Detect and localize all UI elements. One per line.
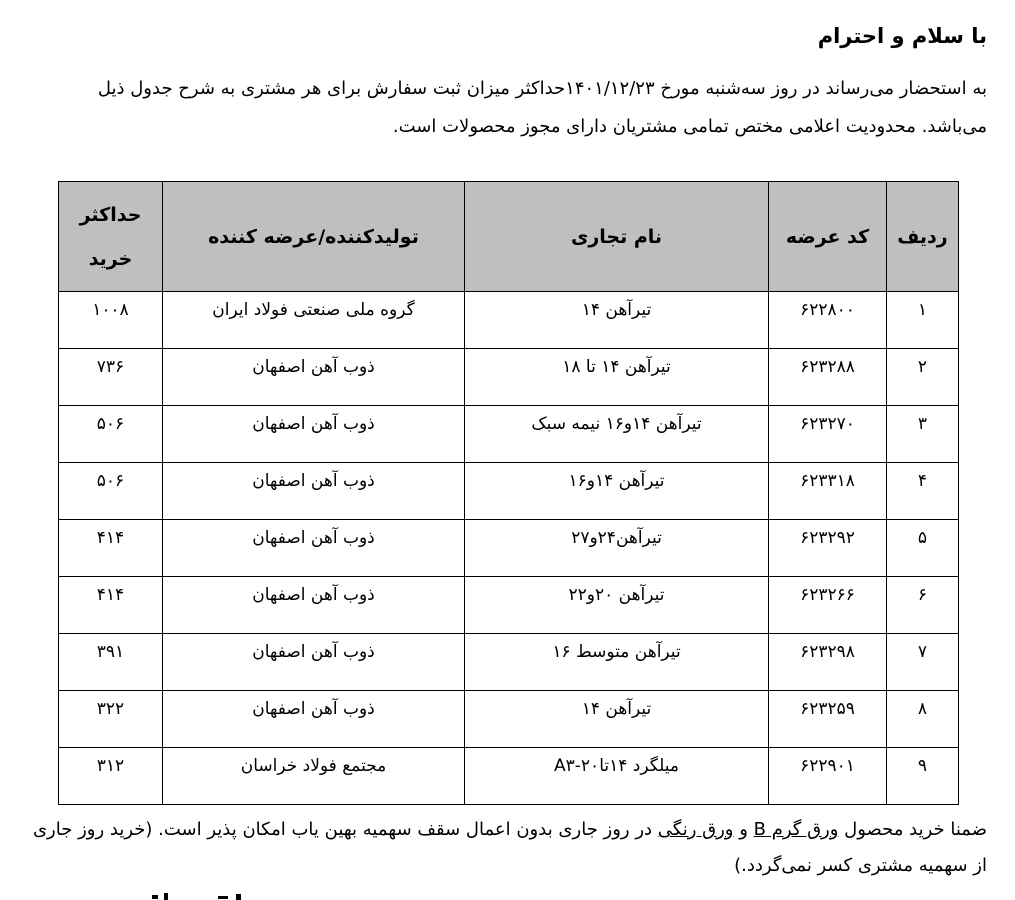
table-row — [59, 577, 959, 634]
cell-producer: گروه ملی صنعتی فولاد ایران — [163, 292, 465, 349]
cell-trade-name: تیرآهن متوسط ۱۶ — [465, 634, 769, 691]
footer-text-2: در روز جاری بدون اعمال سقف سهمیه بهین یاب امکان پذیر است. (خرید روز جاری از سهمیه مشتری کسر نمی‌گردد.) — [32, 819, 987, 876]
cell-max-purchase: ۴۱۴ — [59, 520, 163, 577]
cell-trade-name: میلگرد ۱۴تا۲۰-A۳ — [465, 748, 769, 805]
cell-row-number: ۶ — [887, 577, 959, 634]
table-row — [59, 520, 959, 577]
cell-max-purchase: ۵۰۶ — [59, 463, 163, 520]
cell-max-purchase: ۳۲۲ — [59, 691, 163, 748]
cell-row-number: ۴ — [887, 463, 959, 520]
cell-producer: ذوب آهن اصفهان — [163, 463, 465, 520]
cropped-text-fragment — [148, 887, 258, 900]
cell-trade-name: تیرآهن ۱۴ — [465, 691, 769, 748]
cell-offer-code: ۶۲۲۹۰۱ — [769, 748, 887, 805]
cell-row-number: ۸ — [887, 691, 959, 748]
cell-row-number: ۷ — [887, 634, 959, 691]
header-row-number: ردیف — [887, 182, 959, 292]
cell-producer: ذوب آهن اصفهان — [163, 577, 465, 634]
table-body — [59, 292, 959, 805]
footer-connector: و — [733, 819, 754, 840]
cell-producer: مجتمع فولاد خراسان — [163, 748, 465, 805]
cell-max-purchase: ۱۰۰۸ — [59, 292, 163, 349]
cell-offer-code: ۶۲۳۲۵۹ — [769, 691, 887, 748]
table-header-row — [59, 182, 959, 292]
header-trade-name: نام تجاری — [465, 182, 769, 292]
cell-trade-name: تیرآهن ۱۴و۱۶ نیمه سبک — [465, 406, 769, 463]
footer-product-hot-sheet: ورق گرم B — [753, 819, 839, 840]
cell-offer-code: ۶۲۳۲۸۸ — [769, 349, 887, 406]
cell-row-number: ۲ — [887, 349, 959, 406]
intro-paragraph: به استحضار می‌رساند در روز سه‌شنبه مورخ ۱۴۰۱/۱۲/۲۳حداکثر میزان ثبت سفارش برای هر مشتری به شرح جدول ذیل می‌باشد. محدودیت اعلامی مختص تمامی مشتریان دارای مجوز محصولات است. — [97, 78, 987, 137]
cropped-next-line — [148, 886, 258, 900]
cell-offer-code: ۶۲۳۳۱۸ — [769, 463, 887, 520]
cell-row-number: ۳ — [887, 406, 959, 463]
cell-max-purchase: ۳۱۲ — [59, 748, 163, 805]
cell-offer-code: ۶۲۳۲۹۲ — [769, 520, 887, 577]
cell-offer-code: ۶۲۳۲۷۰ — [769, 406, 887, 463]
cell-trade-name: تیرآهن ۱۴و۱۶ — [465, 463, 769, 520]
cell-producer: ذوب آهن اصفهان — [163, 406, 465, 463]
table-row — [59, 406, 959, 463]
cell-max-purchase: ۴۱۴ — [59, 577, 163, 634]
order-limit-table — [58, 181, 959, 805]
cell-max-purchase: ۷۳۶ — [59, 349, 163, 406]
cell-max-purchase: ۳۹۱ — [59, 634, 163, 691]
table-row — [59, 463, 959, 520]
table-row — [59, 748, 959, 805]
footer-product-color-sheet: ورق رنگی — [657, 819, 734, 840]
footer-note — [27, 812, 987, 884]
greeting-heading: با سلام و احترام — [817, 24, 987, 48]
cell-trade-name: تیرآهن۲۴و۲۷ — [465, 520, 769, 577]
table-row — [59, 292, 959, 349]
table-row — [59, 349, 959, 406]
header-offer-code: کد عرضه — [769, 182, 887, 292]
footer-text-1: ضمنا خرید محصول — [838, 819, 987, 840]
cell-offer-code: ۶۲۳۲۶۶ — [769, 577, 887, 634]
cell-offer-code: ۶۲۳۲۹۸ — [769, 634, 887, 691]
cell-producer: ذوب آهن اصفهان — [163, 634, 465, 691]
cell-trade-name: تیرآهن ۱۴ تا ۱۸ — [465, 349, 769, 406]
cell-producer: ذوب آهن اصفهان — [163, 520, 465, 577]
cell-producer: ذوب آهن اصفهان — [163, 691, 465, 748]
cell-row-number: ۱ — [887, 292, 959, 349]
cell-max-purchase: ۵۰۶ — [59, 406, 163, 463]
cell-trade-name: تیرآهن ۱۴ — [465, 292, 769, 349]
cell-trade-name: تیرآهن ۲۰و۲۲ — [465, 577, 769, 634]
cell-row-number: ۹ — [887, 748, 959, 805]
table-row — [59, 691, 959, 748]
cell-producer: ذوب آهن اصفهان — [163, 349, 465, 406]
header-producer: تولیدکننده/عرضه کننده — [163, 182, 465, 292]
header-max-purchase: حداکثر خرید — [59, 182, 163, 292]
table-row — [59, 634, 959, 691]
cell-row-number: ۵ — [887, 520, 959, 577]
cell-offer-code: ۶۲۲۸۰۰ — [769, 292, 887, 349]
